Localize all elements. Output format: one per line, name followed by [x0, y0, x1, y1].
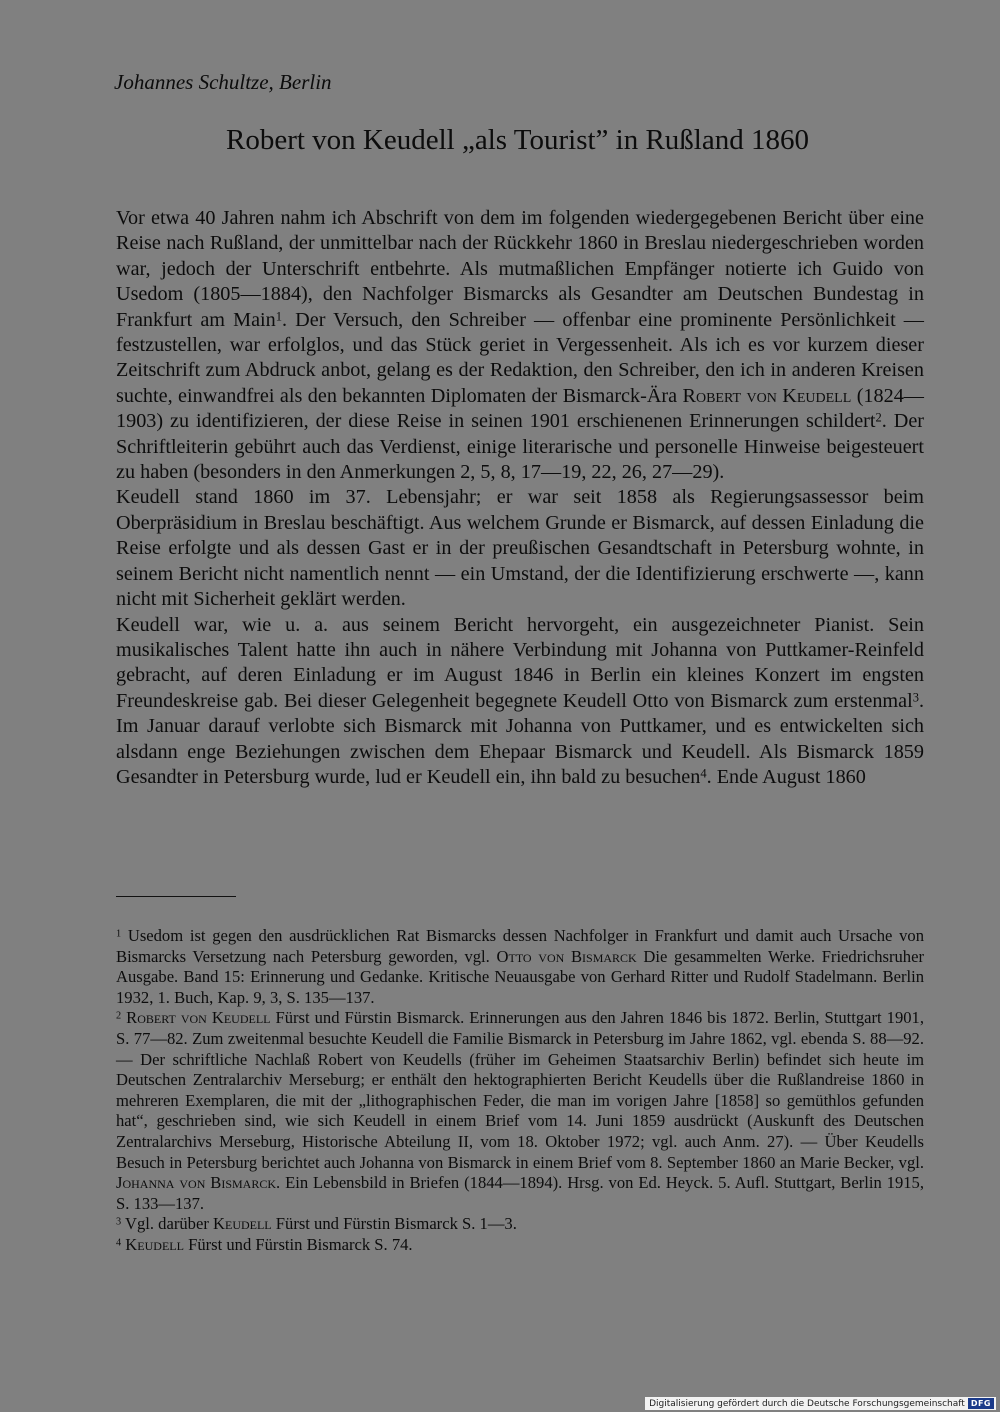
footnote-divider: [116, 896, 236, 897]
text-run: Fürst und Fürstin Bismarck S. 74.: [183, 1234, 413, 1254]
text-run: . Der Schriftleiterin gebührt auch das Verdienst, einige literarische und personelle Hinweise beigesteuert zu haben (besonders in den Anmerkungen 2, 5, 8, 17—19, 22, 26, 27—29).: [116, 410, 924, 484]
text-run: . Der Versuch, den Schreiber — offenbar eine prominente Persönlichkeit — festzustellen, war erfolglos, und das Stück geriet in Vergessenheit. Als ich es vor kurzem dieser Zeitschrift zum Abdruck anbot, gelang es der Redaktion, den Schreiber, den ich in anderen Kreisen suchte, einwandfrei als den bekannten Diplomaten der Bismarck-Ära: [116, 308, 924, 407]
person-name: Robert von Keudell: [126, 1008, 271, 1028]
person-name: Otto von Bismarck: [496, 946, 637, 966]
person-name: Keudell: [125, 1234, 184, 1254]
text-run: Fürst und Fürstin Bismarck S. 1—3.: [271, 1214, 517, 1234]
text-run: . Im Januar darauf verlobte sich Bismarck mit Johanna von Puttkamer, und es entwickelten sich alsdann enge Beziehungen zwischen dem Ehepaar Bismarck und Keudell. Als Bismarck 1859 Gesandter in Petersburg wurde, lud er Keudell ein, ihn bald zu besuchen: [116, 689, 924, 788]
text-run: . Ein Lebensbild in Briefen (1844—1894). Hrsg. von Ed. Heyck. 5. Aufl. Stuttgart, Berlin 1915, S. 133—137.: [116, 1173, 924, 1213]
footnote-ref-1[interactable]: 1: [275, 309, 282, 323]
footnote-2: [116, 1008, 924, 1214]
article-body: [116, 206, 924, 790]
footnote-ref-3[interactable]: 3: [912, 690, 919, 705]
text-run: Vgl. darüber: [121, 1214, 213, 1234]
footnote-ref-2[interactable]: 2: [875, 410, 882, 425]
person-name: Keudell: [213, 1214, 272, 1234]
article-title: Robert von Keudell „als Tourist” in Rußland 1860: [226, 124, 809, 156]
digitization-credit: [645, 1397, 996, 1410]
person-name: Robert von Keudell: [682, 384, 852, 407]
text-run: (1824—1903) zu identifizieren, der diese Reise in seinen 1901 erschienenen Erinnerungen schildert: [116, 384, 924, 433]
author-line: Johannes Schultze, Berlin: [114, 70, 332, 94]
footnote-number: 4: [116, 1237, 122, 1249]
dfg-logo: DFG: [968, 1398, 994, 1409]
footnotes: [116, 926, 924, 1256]
text-run: Usedom ist gegen den ausdrücklichen Rat Bismarcks dessen Nachfolger in Frankfurt und damit auch Ursache von Bismarcks Versetzung nach Petersburg geworden, vgl.: [116, 926, 924, 966]
text-run: . Ende August 1860: [706, 765, 866, 788]
paragraph-1: [116, 206, 924, 485]
text-run: Vor etwa 40 Jahren nahm ich Abschrift von dem im folgenden wiedergegebenen Bericht über eine Reise nach Rußland, der unmittelbar nach der Rückkehr 1860 in Breslau niedergeschrieben worden war, jedoch der Unterschrift entbehrte. Als mutmaßlichen Empfänger notierte ich Guido von Usedom (1805—1884), den Nachfolger Bismarcks als Gesandter am Deutschen Bundestag in Frankfurt am Main: [116, 207, 924, 331]
footnote-3: [116, 1214, 924, 1235]
paragraph-3: [116, 613, 924, 791]
footnote-1: [116, 926, 924, 1008]
footnote-number: 2: [116, 1010, 122, 1022]
footnote-number: 3: [116, 1216, 122, 1228]
credit-text: Digitalisierung gefördert durch die Deutsche Forschungsgemeinschaft: [649, 1398, 965, 1409]
person-name: Johanna von Bismarck: [116, 1173, 277, 1193]
text-run: Keudell war, wie u. a. aus seinem Bericht hervorgeht, ein ausgezeichneter Pianist. Sein musikalisches Talent hatte ihn auch in nähere Verbindung mit Johanna von Puttkamer-Reinfeld gebracht, auf deren Einladung er im August 1846 in Berlin ein kleines Konzert im engsten Freundeskreise gab. Bei dieser Gelegenheit begegnete Keudell Otto von Bismarck zum erstenmal: [116, 613, 924, 712]
footnote-number: 1: [116, 928, 122, 940]
text-run: Fürst und Fürstin Bismarck. Erinnerungen aus den Jahren 1846 bis 1872. Berlin, Stuttgart 1901, S. 77—82. Zum zweitenmal besuchte Keudell die Familie Bismarck in Petersburg im Jahre 1862, vgl. ebenda S. 88—92. — Der schriftliche Nachlaß Robert von Keudells (früher im Geheimen Staatsarchiv Berlin) befindet sich heute im Deutschen Zentralarchiv Merseburg; er enthält den hektographierten Bericht Keudells über die Rußlandreise 1860 in mehreren Exemplaren, die mit der „lithographischen Feder, die man im vorigen Jahre [1858] so gemüthlos gefunden hat“, geschrieben sind, wie sich Keudell in einem Brief vom 14. Juni 1859 ausdrückt (Auskunft des Deutschen Zentralarchivs Merseburg, Historische Abteilung II, vom 18. Oktober 1972; vgl. auch Anm. 27). — Über Keudells Besuch in Petersburg berichtet auch Johanna von Bismarck in einem Brief vom 8. September 1860 an Marie Becker, vgl.: [116, 1008, 924, 1172]
footnote-ref-4[interactable]: 4: [700, 766, 707, 781]
paragraph-2: Keudell stand 1860 im 37. Lebensjahr; er war seit 1858 als Regierungsassessor beim Oberpräsidium in Breslau beschäftigt. Aus welchem Grunde er Bismarck, auf dessen Einladung die Reise erfolgte und als dessen Gast er in der preußischen Gesandtschaft in Petersburg wohnte, in seinem Bericht nicht namentlich nennt — ein Umstand, der die Identifizierung erschwerte —, kann nicht mit Sicherheit geklärt werden.: [116, 486, 924, 611]
footnote-4: [116, 1235, 924, 1256]
text-run: Die gesammelten Werke. Friedrichsruher Ausgabe. Band 15: Erinnerung und Gedanke. Kritische Neuausgabe von Gerhard Ritter und Rudolf Stadelmann. Berlin 1932, 1. Buch, Kap. 9, 3, S. 135—137.: [116, 946, 924, 1007]
